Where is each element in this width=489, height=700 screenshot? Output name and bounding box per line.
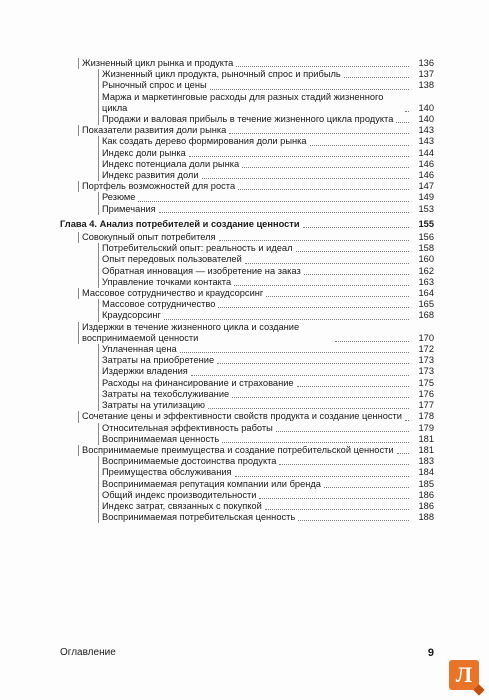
toc-entry — [60, 181, 434, 192]
toc-entry-page: 144 — [418, 147, 434, 158]
toc-entry-page: 156 — [418, 232, 434, 243]
toc-entry-title: Уплаченная цена — [102, 344, 177, 355]
toc-entry-page: 185 — [418, 478, 434, 489]
toc-entry-title: Воспринимаемая репутация компании или бренда — [102, 478, 321, 489]
toc-entry — [60, 159, 434, 170]
toc-leader-dots — [242, 166, 409, 168]
toc-entry-page: 183 — [418, 456, 434, 467]
toc-indent-rule — [78, 58, 79, 69]
toc-entry — [60, 254, 434, 265]
toc-entry-page: 164 — [418, 288, 434, 299]
toc-entry-page: 186 — [418, 489, 434, 500]
toc-indent-rule — [98, 389, 99, 400]
toc-entry-page: 163 — [418, 276, 434, 287]
toc-indent-rule — [98, 512, 99, 523]
toc-leader-dots — [138, 200, 409, 202]
toc-entry-page: 177 — [418, 400, 434, 411]
toc-entry-title: Жизненный цикл рынка и продукта — [82, 58, 234, 68]
toc-entry — [60, 170, 434, 181]
toc-entry-title: Преимущества обслуживания — [102, 467, 232, 478]
toc-indent-rule — [98, 366, 99, 377]
toc-leader-dots — [266, 295, 409, 297]
toc-entry-page: 147 — [418, 181, 434, 192]
toc-indent-rule — [98, 467, 99, 478]
toc-entry-title: Показатели развития доли рынка — [82, 125, 227, 136]
toc-entry-title: Краудсорсинг — [102, 310, 161, 321]
toc-indent-rule — [98, 69, 99, 80]
toc-entry-page: 138 — [418, 80, 434, 91]
toc-entry-page: 188 — [418, 512, 434, 523]
toc-entry — [60, 512, 434, 523]
toc-entry — [60, 114, 434, 125]
toc-entry-page: 146 — [418, 170, 434, 181]
toc-leader-dots — [236, 65, 409, 67]
toc-leader-dots — [245, 262, 409, 264]
toc-indent-rule — [98, 159, 99, 170]
toc-entry-page: 140 — [418, 114, 434, 125]
toc-entry — [60, 148, 434, 159]
toc-indent-rule — [98, 170, 99, 181]
toc-leader-dots — [218, 306, 409, 308]
toc-leader-dots — [202, 177, 409, 179]
toc-entry-title: Рыночный спрос и цены — [102, 80, 207, 91]
toc-indent-rule — [78, 445, 79, 456]
toc-indent-rule — [98, 243, 99, 254]
toc-entry — [60, 389, 434, 400]
toc-entry-title: Воспринимаемая ценность — [102, 433, 220, 444]
toc-indent-rule — [98, 148, 99, 159]
toc-entry-page: 137 — [418, 69, 434, 80]
toc-entry — [60, 288, 434, 299]
toc-entry-title: Индекс затрат, связанных с покупкой — [102, 500, 262, 511]
toc-indent-rule — [98, 92, 99, 114]
toc-entry-title: Примечания — [102, 203, 156, 214]
toc-chapter-entry — [60, 219, 434, 230]
toc-entry-title: Индекс доли рынка — [102, 147, 186, 158]
toc-indent-rule — [98, 378, 99, 389]
toc-entry — [60, 232, 434, 243]
toc-entry-title: Массовое сотрудничество и краудсорсинг — [82, 288, 264, 299]
toc-leader-dots — [324, 486, 409, 488]
toc-entry — [60, 69, 434, 80]
toc-entry — [60, 400, 434, 411]
toc-leader-dots — [265, 508, 409, 510]
toc-entry — [60, 501, 434, 512]
toc-entry-title: Портфель возможностей для роста — [82, 181, 236, 192]
toc-leader-dots — [310, 144, 409, 146]
toc-entry-title: Затраты на приобретение — [102, 355, 215, 366]
table-of-contents — [60, 58, 434, 523]
toc-indent-rule — [98, 456, 99, 467]
toc-indent-rule — [78, 322, 79, 344]
toc-entry — [60, 322, 434, 344]
toc-entry-title: Сочетание цены и эффективности свойств продукта и создание ценности — [82, 411, 402, 422]
toc-indent-rule — [98, 310, 99, 321]
toc-indent-rule — [98, 299, 99, 310]
toc-entry-title: Массовое сотрудничество — [102, 299, 216, 310]
toc-indent-rule — [78, 411, 79, 422]
toc-entry-page: 173 — [418, 355, 434, 366]
toc-indent-rule — [98, 501, 99, 512]
toc-entry-page: 165 — [418, 299, 434, 310]
toc-entry-title: Резюме — [102, 192, 136, 203]
toc-entry-page: 158 — [418, 243, 434, 254]
toc-leader-dots — [189, 155, 409, 157]
toc-entry-title: Продажи и валовая прибыль в течение жизненного цикла продукта — [102, 114, 394, 125]
toc-entry-page: 149 — [418, 192, 434, 203]
toc-entry-page: 153 — [418, 203, 434, 214]
toc-entry-page: 172 — [418, 344, 434, 355]
toc-entry — [60, 355, 434, 366]
toc-leader-dots — [159, 211, 409, 213]
toc-leader-dots — [298, 519, 409, 521]
toc-entry-title: Затраты на техобслуживание — [102, 388, 230, 399]
toc-entry-page: 136 — [418, 58, 434, 68]
toc-entry — [60, 92, 434, 114]
toc-entry-page: 176 — [418, 388, 434, 399]
toc-entry — [60, 299, 434, 310]
toc-entry — [60, 310, 434, 321]
toc-entry-page: 173 — [418, 366, 434, 377]
footer-label: Оглавление — [60, 647, 116, 658]
toc-entry-page: 140 — [418, 102, 434, 113]
toc-indent-rule — [78, 125, 79, 136]
toc-indent-rule — [98, 204, 99, 215]
toc-leader-dots — [235, 475, 409, 477]
toc-indent-rule — [98, 434, 99, 445]
toc-entry-title: Издержки владения — [102, 366, 188, 377]
toc-indent-rule — [98, 400, 99, 411]
toc-entry-title: Воспринимаемые достоинства продукта — [102, 456, 277, 467]
toc-leader-dots — [191, 374, 409, 376]
toc-leader-dots — [303, 226, 409, 228]
toc-entry — [60, 445, 434, 456]
toc-entry — [60, 411, 434, 422]
toc-entry — [60, 277, 434, 288]
toc-leader-dots — [232, 396, 409, 398]
toc-entry-page: 184 — [418, 467, 434, 478]
toc-entry-page: 143 — [418, 136, 434, 147]
toc-entry — [60, 344, 434, 355]
toc-entry-page: 155 — [418, 218, 434, 229]
toc-indent-rule — [98, 423, 99, 434]
toc-entry-title: Управление точками контакта — [102, 276, 232, 287]
toc-entry — [60, 366, 434, 377]
toc-indent-rule — [98, 266, 99, 277]
toc-entry — [60, 423, 434, 434]
toc-entry — [60, 434, 434, 445]
toc-leader-dots — [297, 385, 409, 387]
toc-entry — [60, 479, 434, 490]
toc-entry-page: 181 — [418, 444, 434, 455]
toc-leader-dots — [304, 273, 409, 275]
toc-entry — [60, 378, 434, 389]
toc-entry-title: Совокупный опыт потребителя — [82, 232, 216, 243]
toc-indent-rule — [98, 479, 99, 490]
toc-indent-rule — [78, 181, 79, 192]
toc-entry-page: 179 — [418, 422, 434, 433]
toc-entry-title: Жизненный цикл продукта, рыночный спрос и прибыль — [102, 69, 341, 80]
toc-indent-rule — [98, 136, 99, 147]
toc-entry — [60, 204, 434, 215]
toc-indent-rule — [78, 232, 79, 243]
toc-entry-page: 178 — [418, 411, 434, 422]
toc-indent-rule — [98, 254, 99, 265]
toc-entry-page: 143 — [418, 125, 434, 136]
toc-entry-title: Расходы на финансирование и страхование — [102, 377, 294, 388]
toc-indent-rule — [98, 277, 99, 288]
toc-entry — [60, 243, 434, 254]
toc-leader-dots — [222, 441, 409, 443]
toc-leader-dots — [217, 362, 409, 364]
toc-entry-title: Воспринимаемая потребительская ценность — [102, 512, 296, 523]
toc-indent-rule — [98, 192, 99, 203]
footer-page-number: 9 — [427, 647, 434, 659]
toc-entry-title: Потребительский опыт: реальность и идеал — [102, 243, 293, 254]
toc-entry-page: 170 — [418, 332, 434, 343]
page-footer — [60, 647, 434, 659]
toc-entry-title: Общий индекс производительности — [102, 489, 257, 500]
toc-entry-title: Глава 4. Анализ потребителей и создание ценности — [60, 218, 300, 229]
toc-entry — [60, 58, 434, 69]
toc-entry — [60, 266, 434, 277]
toc-leader-dots — [234, 284, 409, 286]
toc-leader-dots — [279, 463, 409, 465]
toc-leader-dots — [238, 188, 409, 190]
toc-leader-dots — [259, 497, 409, 499]
toc-leader-dots — [219, 239, 409, 241]
toc-leader-dots — [229, 132, 409, 134]
toc-entry — [60, 467, 434, 478]
toc-indent-rule — [98, 344, 99, 355]
toc-leader-dots — [396, 121, 409, 123]
toc-leader-dots — [397, 452, 409, 454]
toc-indent-rule — [78, 288, 79, 299]
toc-indent-rule — [98, 490, 99, 501]
toc-entry-title: Обратная инновация — изобретение на заказ — [102, 265, 301, 276]
toc-leader-dots — [164, 318, 409, 320]
toc-entry — [60, 490, 434, 501]
toc-indent-rule — [98, 80, 99, 91]
toc-entry — [60, 192, 434, 203]
toc-leader-dots — [180, 351, 409, 353]
toc-entry-page: 168 — [418, 310, 434, 321]
toc-entry-title: Затраты на утилизацию — [102, 400, 206, 411]
toc-entry — [60, 136, 434, 147]
toc-leader-dots — [276, 430, 409, 432]
toc-entry-page: 146 — [418, 158, 434, 169]
toc-leader-dots — [208, 407, 409, 409]
toc-entry-page: 181 — [418, 433, 434, 444]
toc-leader-dots — [335, 340, 409, 342]
toc-entry — [60, 80, 434, 91]
toc-leader-dots — [405, 110, 409, 112]
toc-entry-title: Индекс потенциала доли рынка — [102, 158, 240, 169]
toc-entry-title: Маржа и маркетинговые расходы для разных стадий жизненного цикла — [102, 91, 384, 113]
toc-entry-title: Относительная эффективность работы — [102, 422, 273, 433]
toc-indent-rule — [98, 114, 99, 125]
toc-entry-title: Воспринимаемые преимущества и создание потребительской ценности — [82, 444, 394, 455]
publisher-logo-icon: Л — [449, 660, 479, 690]
toc-entry-title: Как создать дерево формирования доли рынка — [102, 136, 307, 147]
toc-entry-title: Опыт передовых пользователей — [102, 254, 242, 265]
toc-entry-page: 186 — [418, 500, 434, 511]
toc-leader-dots — [344, 76, 409, 78]
toc-leader-dots — [405, 419, 409, 421]
toc-leader-dots — [296, 250, 409, 252]
toc-entry — [60, 456, 434, 467]
toc-entry — [60, 125, 434, 136]
toc-entry-page: 175 — [418, 377, 434, 388]
toc-entry-page: 162 — [418, 265, 434, 276]
toc-indent-rule — [98, 355, 99, 366]
toc-entry-title: Издержки в течение жизненного цикла и создание воспринимаемой ценности — [82, 321, 300, 343]
toc-leader-dots — [210, 88, 409, 90]
toc-entry-title: Индекс развития доли — [102, 170, 199, 181]
toc-entry-page: 160 — [418, 254, 434, 265]
